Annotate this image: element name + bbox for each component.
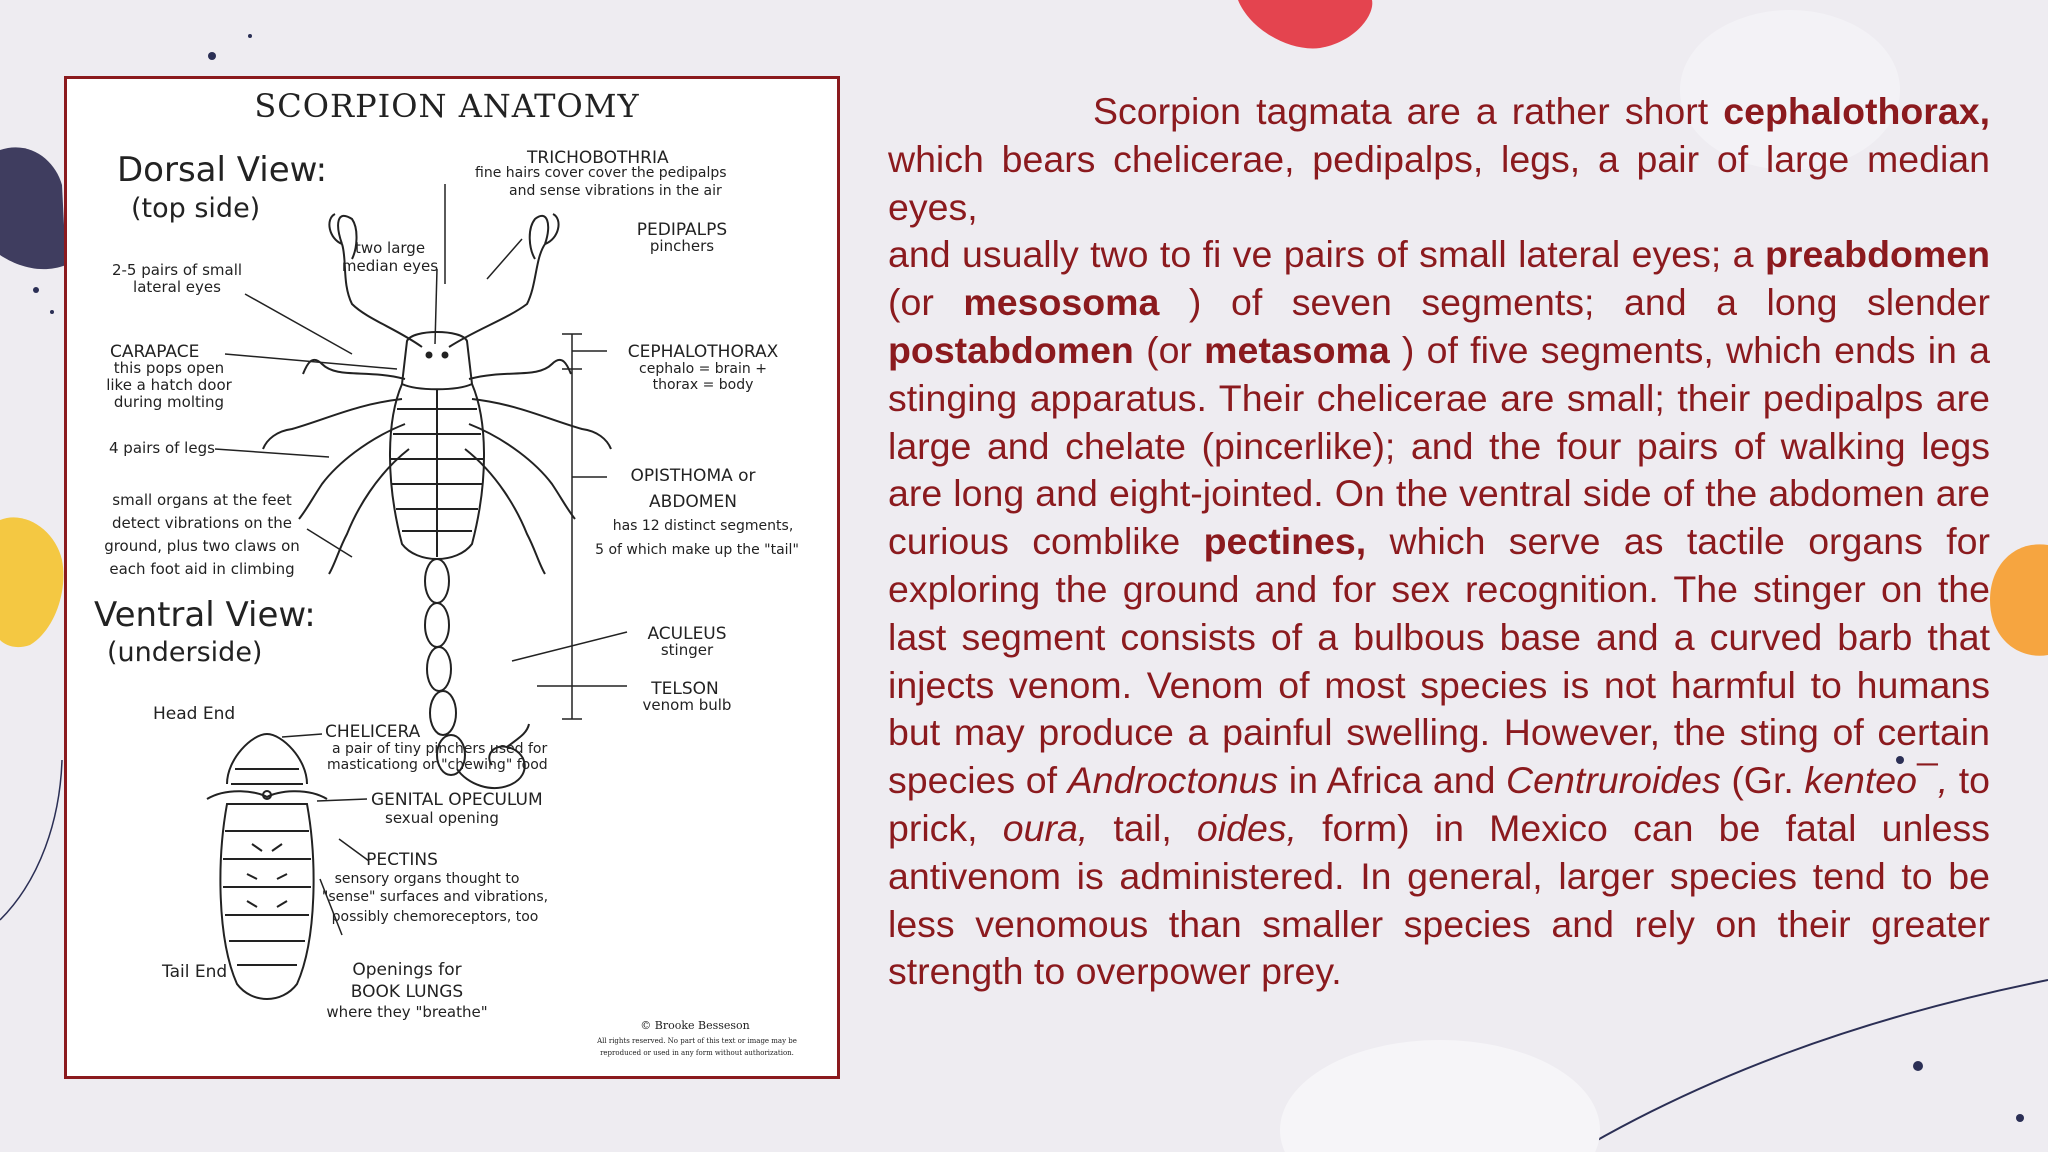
term-androctonus: Androctonus — [1067, 759, 1279, 802]
label-cephalothorax-desc-1: cephalo = brain + — [639, 361, 767, 377]
label-feet-desc-3: ground, plus two claws on — [104, 537, 300, 555]
text-run: ) of seven segments; and a long slender — [1159, 281, 1991, 324]
label-genital-operculum: GENITAL OPECULUM — [371, 790, 543, 810]
label-chelicera-desc-1: a pair of tiny pinchers used for — [332, 741, 548, 757]
orange-blob-shape — [1990, 544, 2048, 655]
label-carapace-desc-1: this pops open — [113, 359, 225, 377]
text-run: tail, — [1088, 806, 1197, 849]
figure-credit-line-2: reproduced or used in any form without authorization. — [600, 1049, 794, 1057]
label-carapace-desc-3: during molting — [113, 393, 225, 411]
swoosh-line — [0, 760, 62, 920]
ventral-view-subheading: (underside) — [107, 637, 263, 668]
label-pedipalps: PEDIPALPS — [636, 220, 728, 240]
term-mesosoma: mesosoma — [963, 281, 1160, 324]
label-feet-desc-2: detect vibrations on the — [111, 514, 293, 532]
label-telson: TELSON — [651, 679, 719, 699]
dot-decoration — [208, 52, 216, 60]
label-feet-desc-1: small organs at the feet — [112, 491, 292, 509]
label-carapace: CARAPACE — [110, 342, 200, 362]
term-pectines: pectines, — [1203, 520, 1367, 563]
text-run: which serve as tactile organs for exploring the ground and for sex recognition. The stinger on the last segment consists of a bulbous base and a curved barb that injects venom. Venom of most species is not harmful to humans but may produce a painful swelling. However, the sting of certain species of — [888, 520, 1990, 802]
text-run: Scorpion tagmata are a rather short — [1093, 90, 1724, 132]
label-two-large: two large — [354, 239, 426, 257]
dot-decoration — [33, 287, 39, 293]
paragraph-1 — [888, 88, 1990, 231]
description-text — [888, 88, 1990, 996]
figure-credit: © Brooke Besseson — [640, 1019, 750, 1032]
label-cephalothorax: CEPHALOTHORAX — [627, 342, 779, 362]
ventral-view-heading: Ventral View: — [94, 595, 316, 635]
label-pectins-desc-1: sensory organs thought to — [334, 871, 520, 887]
label-chelicera-desc-2: masticationg or "chewing" food — [327, 757, 548, 773]
dot-decoration — [2016, 1114, 2024, 1122]
text-run: (Gr. — [1720, 759, 1805, 802]
label-feet-desc-4: each foot aid in climbing — [109, 560, 295, 578]
label-pectins-desc-2: "sense" surfaces and vibrations, — [321, 889, 549, 905]
text-run: in Africa and — [1278, 759, 1507, 802]
dorsal-view-heading: Dorsal View: — [117, 150, 328, 190]
text-run: (or — [888, 281, 964, 324]
dorsal-view-subheading: (top side) — [131, 193, 261, 224]
term-centruroides: Centruroides — [1506, 759, 1721, 802]
figure-credit-line-1: All rights reserved. No part of this text or image may be — [597, 1037, 797, 1045]
label-stinger: stinger — [660, 641, 714, 659]
text-run: form) in Mexico can be fatal unless antivenom is administered. In general, larger species tend to be less venomous than smaller species and rely on their greater strength to overpower prey. — [888, 806, 1990, 993]
label-head-end: Head End — [153, 704, 236, 724]
label-abdomen-desc-2: 5 of which make up the "tail" — [595, 542, 799, 558]
label-sexual-opening: sexual opening — [385, 809, 499, 827]
label-chelicera: CHELICERA — [325, 722, 421, 742]
label-venom-bulb: venom bulb — [642, 696, 732, 714]
label-pinchers: pinchers — [649, 237, 715, 255]
label-cephalothorax-desc-2: thorax = body — [652, 377, 754, 393]
label-legs: 4 pairs of legs — [109, 439, 215, 457]
label-book-lungs: BOOK LUNGS — [350, 982, 464, 1002]
label-openings-for: Openings for — [352, 960, 462, 980]
text-run: which bears chelicerae, pedipalps, legs, a pair of large median eyes, — [888, 137, 1990, 228]
label-lateral-eyes-1: 2-5 pairs of small — [111, 261, 243, 279]
label-trichobothria-desc-1: fine hairs cover cover the pedipalps — [475, 165, 727, 181]
term-oura: oura, — [1002, 806, 1089, 849]
label-opisthoma: OPISTHOMA or — [630, 466, 756, 486]
term-cephalothorax: cephalothorax, — [1723, 90, 1990, 132]
dot-decoration — [50, 310, 54, 314]
text-run: ) of five segments, which ends in a stinging apparatus. Their chelicerae are small; their pedipalps are large and chelate (pincerlike); and the four pairs of walking legs are long and eight-jointed. On the ventral side of the abdomen are curious comblike — [888, 328, 1990, 563]
label-aculeus: ACULEUS — [647, 624, 727, 644]
red-petal-shape — [1238, 0, 1372, 48]
term-postabdomen: postabdomen — [888, 328, 1134, 371]
scorpion-diagram — [67, 79, 837, 1076]
label-carapace-desc-2: like a hatch door — [106, 376, 232, 394]
navy-brush-shape — [0, 147, 66, 269]
label-trichobothria: TRICHOBOTHRIA — [527, 148, 669, 168]
dot-decoration — [1913, 1061, 1923, 1071]
label-pectins-desc-3: possibly chemoreceptors, too — [331, 909, 539, 925]
dot-decoration — [248, 34, 252, 38]
scorpion-anatomy-figure — [64, 76, 840, 1079]
label-abdomen-desc-1: has 12 distinct segments, — [612, 518, 794, 534]
text-run: to prick, — [888, 759, 1990, 849]
ventral-scorpion-drawing — [207, 734, 327, 999]
figure-title: SCORPION ANATOMY — [254, 87, 640, 125]
term-kenteo: kenteo¯, — [1804, 759, 1949, 802]
dorsal-scorpion-drawing — [263, 214, 611, 788]
label-abdomen: ABDOMEN — [649, 492, 737, 512]
yellow-blob-shape — [0, 517, 63, 647]
label-pectins: PECTINS — [366, 850, 438, 870]
term-oides: oides, — [1196, 806, 1297, 849]
paragraph-2 — [888, 231, 1990, 996]
soft-circle-shape — [1280, 1040, 1600, 1152]
swoosh-line — [1580, 980, 2048, 1150]
term-metasoma: metasoma — [1204, 328, 1390, 371]
term-preabdomen: preabdomen — [1764, 233, 1990, 276]
label-trichobothria-desc-2: and sense vibrations in the air — [509, 183, 722, 199]
text-run: (or — [1133, 328, 1205, 371]
label-median-eyes: median eyes — [341, 257, 439, 275]
label-breathe: where they "breathe" — [326, 1003, 488, 1021]
label-lateral-eyes-2: lateral eyes — [133, 278, 221, 296]
text-run: and usually two to fi ve pairs of small lateral eyes; a — [888, 233, 1765, 276]
label-tail-end: Tail End — [162, 962, 228, 982]
